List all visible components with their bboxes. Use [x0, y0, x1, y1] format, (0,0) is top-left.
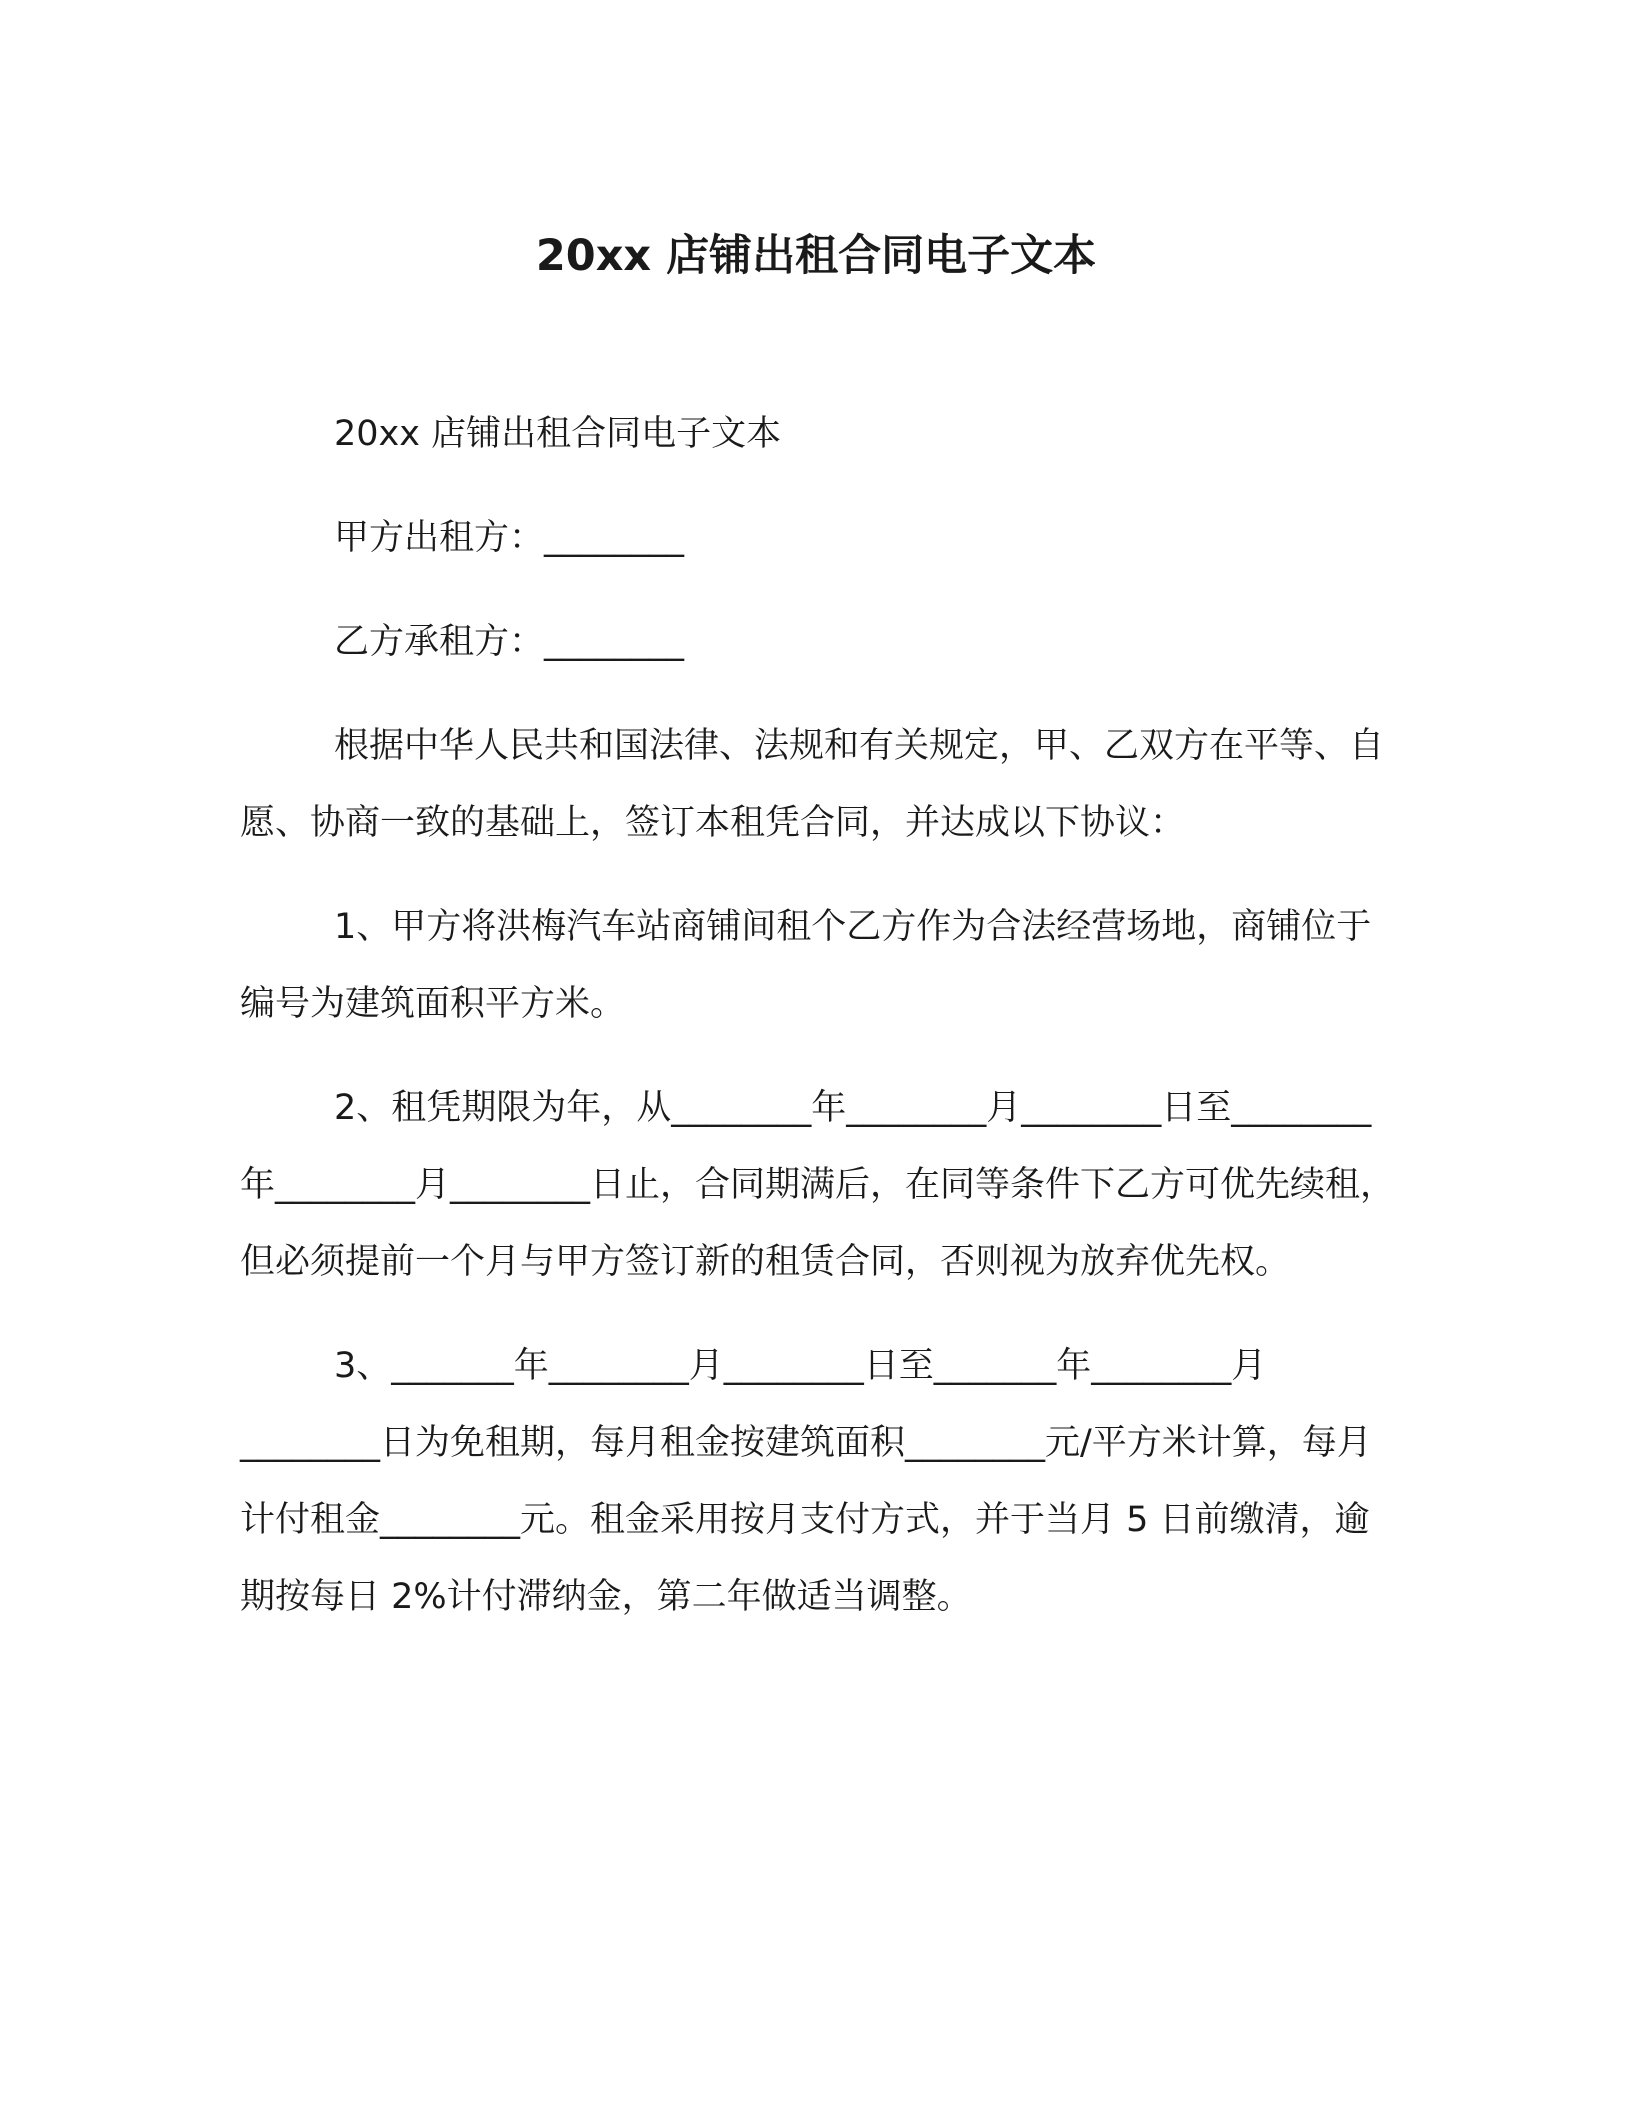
document-title: 20xx 店铺出租合同电子文本 [535, 231, 1097, 281]
party-a-line: 甲方出租方：________ [334, 518, 685, 558]
body-heading: 20xx 店铺出租合同电子文本 [334, 414, 782, 454]
preamble-paragraph: 根据中华人民共和国法律、法规和有关规定，甲、乙双方在平等、自愿、协商一致的基础上，签订本租凭合同，并达成以下协议： [240, 726, 1385, 843]
clause-1-paragraph: 1、甲方将洪梅汽车站商铺间租个乙方作为合法经营场地，商铺位于编号为建筑面积平方米。 [240, 907, 1372, 1024]
clause-2-paragraph: 2、租凭期限为年，从________年________月________日至________年________月________日止，合同期满后，在同等条件下乙方可优先续租，但必须提前一个月与甲方签订新的租赁合同，否则视为放弃优先权。 [240, 1088, 1396, 1282]
clause-3-paragraph: 3、_______年________月________日至_______年________月________日为免租期，每月租金按建筑面积________元/平方米计算，每月计付租金________元。租金采用按月支付方式，并于当月 5 日前缴清，逾期按每日 2%计付滞纳金，第二年做适当调整。 [240, 1346, 1372, 1617]
party-b-line: 乙方承租方：________ [334, 622, 685, 662]
document-body [240, 396, 1400, 1663]
